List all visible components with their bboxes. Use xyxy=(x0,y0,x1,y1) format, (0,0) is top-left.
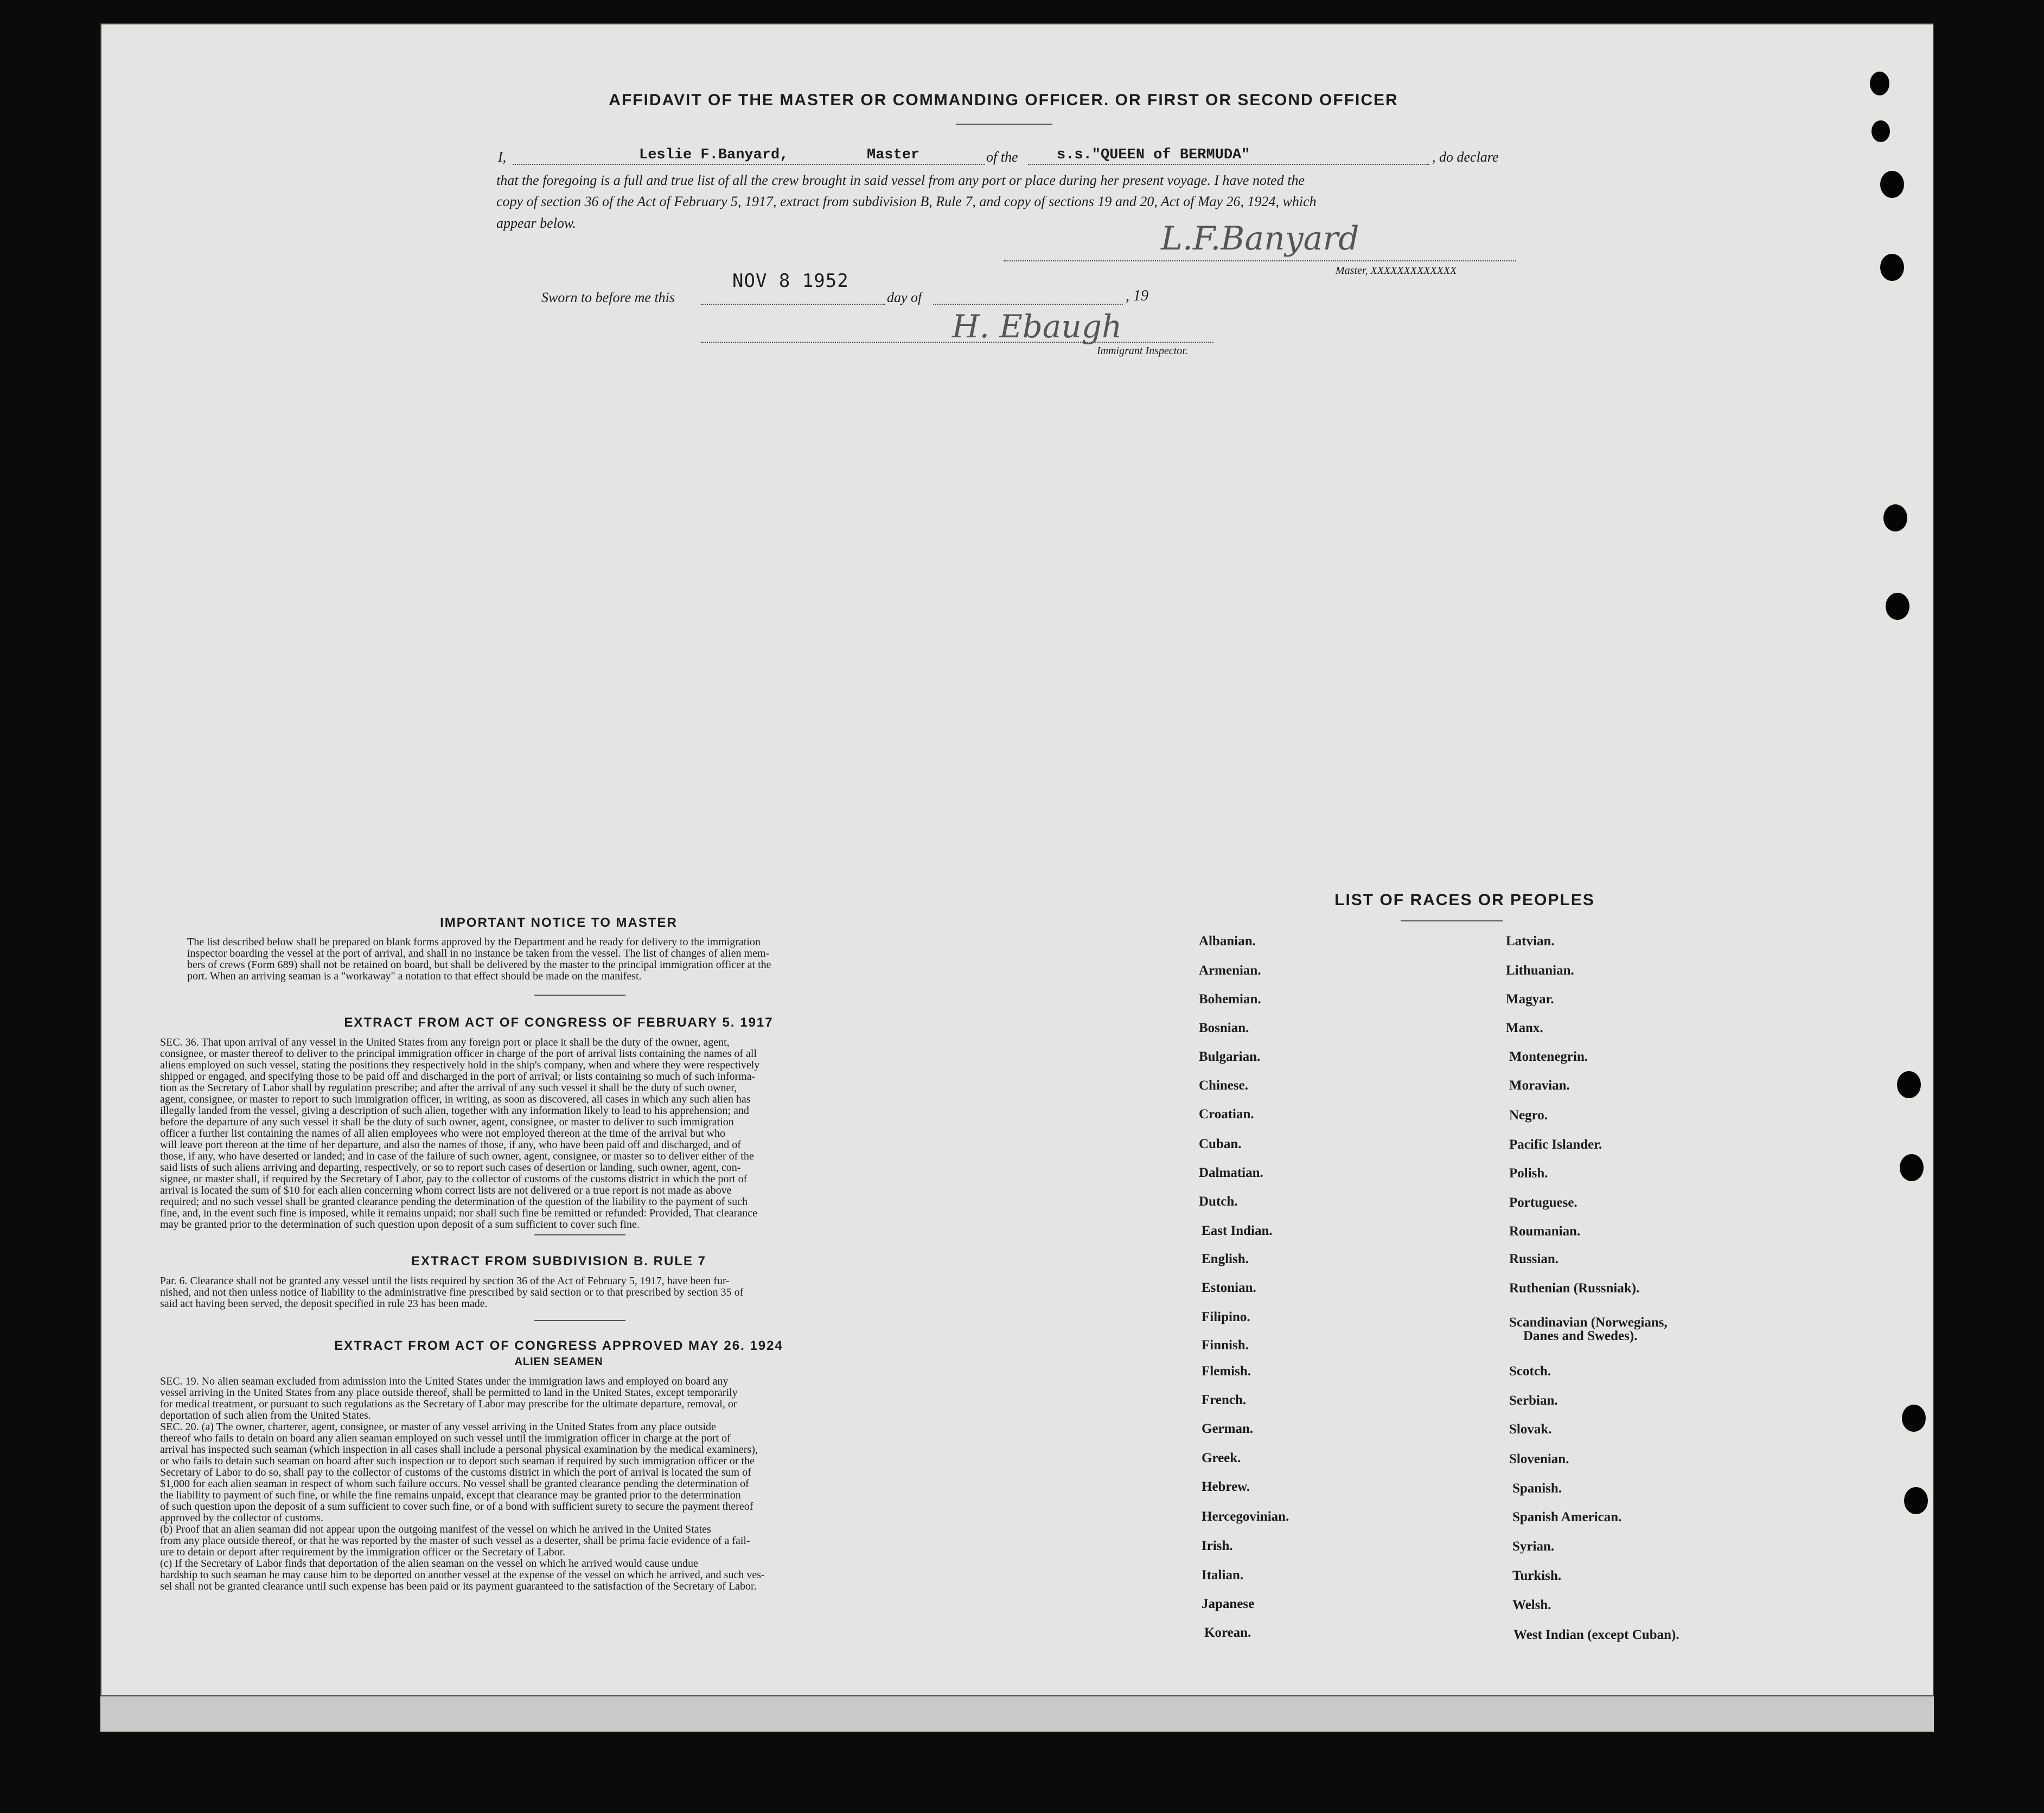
punch-hole xyxy=(1897,1071,1921,1098)
race-item: Croatian. xyxy=(1199,1107,1254,1122)
race-item: Scandinavian (Norwegians, xyxy=(1509,1315,1668,1330)
extract-line: for medical treatment, or pursuant to such regulations as the Secretary of Labor may prescribe for the ultimate departure, removal, or xyxy=(160,1398,737,1410)
punch-hole xyxy=(1902,1405,1926,1432)
extract-line: ure to detain or deport after requirement by the immigration officer or the Secretary of Labor. xyxy=(160,1546,566,1558)
extract-line: aliens employed on such vessel, stating the positions they respectively hold in the ship's company, when and where they were respectively xyxy=(160,1059,760,1071)
master-label: Master, XXXXXXXXXXXXX xyxy=(1336,265,1457,277)
punch-hole xyxy=(1886,593,1909,620)
extract-line: said lists of such aliens arriving and departing, respectively, or so to report such cases of desertion or landing, such owner, agent, con- xyxy=(160,1162,741,1174)
race-item: Magyar. xyxy=(1506,992,1554,1007)
extract-line: required; and no such vessel shall be granted clearance pending the determination of the question of the liability to the payment of such xyxy=(160,1196,748,1208)
extract-line: agent, consignee, or master to report to such immigration officer, in writing, as soon as discovered, all cases in which any such alien has xyxy=(160,1093,751,1105)
extract-line: nished, and not then unless notice of liability to the administrative fine prescribed by said section or to that prescribed by section 35 of xyxy=(160,1286,744,1298)
race-item: Greek. xyxy=(1202,1451,1241,1465)
race-item: Bosnian. xyxy=(1199,1021,1249,1035)
race-item: Japanese xyxy=(1202,1597,1255,1611)
race-item: Irish. xyxy=(1202,1539,1233,1553)
extract-line: vessel arriving in the United States from any place outside thereof, shall be permitted to land in the United States, except temporarily xyxy=(160,1387,738,1399)
sworn-date-stamp: NOV 8 1952 xyxy=(732,270,849,292)
race-item: Italian. xyxy=(1202,1568,1244,1583)
punch-hole xyxy=(1904,1487,1928,1514)
affidavit-title: AFFIDAVIT OF THE MASTER OR COMMANDING OFFICER. OR FIRST OR SECOND OFFICER xyxy=(609,91,1398,109)
master-name: Leslie F.Banyard, xyxy=(639,147,789,163)
race-item: Chinese. xyxy=(1199,1078,1248,1093)
race-item: Serbian. xyxy=(1509,1393,1558,1408)
do-declare-label: , do declare xyxy=(1432,149,1499,165)
race-item: Korean. xyxy=(1204,1625,1251,1640)
extract-line: $1,000 for each alien seaman in respect of whom such failure occurs. No vessel shall be granted clearance pending the determination of xyxy=(160,1478,749,1490)
extract-line: or who fails to detain such seaman on board after such inspection or to deport such seaman if required by such immigration officer or the xyxy=(160,1455,755,1467)
race-item: Filipino. xyxy=(1202,1310,1250,1324)
race-item: Slovak. xyxy=(1509,1422,1552,1437)
extract-line: arrival has inspected such seaman (which inspection in all cases shall include a personal physical examination by the medical examiners), xyxy=(160,1444,758,1456)
affidavit-i-label: I, xyxy=(498,149,507,165)
extract-line: hardship to such seaman he may cause him to be deported on another vessel at the expense of the vessel on which he arrived, and such ves- xyxy=(160,1569,765,1581)
extract-line: of such question upon the deposit of a sum sufficient to cover such fine, or of a bond with sufficient surety to secure the payment thereof xyxy=(160,1501,753,1513)
affidavit-line-3: copy of section 36 of the Act of February 5, 1917, extract from subdivision B, Rule 7, and copy of sections 19 and 20, Act of May 26, 1924, which xyxy=(496,194,1317,209)
notice-title: IMPORTANT NOTICE TO MASTER xyxy=(440,915,678,930)
notice-line: The list described below shall be prepared on blank forms approved by the Department and be ready for delivery to the immigration xyxy=(187,936,761,948)
notice-text xyxy=(187,937,963,982)
race-item: Dutch. xyxy=(1199,1194,1238,1209)
day-of-label: day of xyxy=(887,290,922,305)
race-item: Ruthenian (Russniak). xyxy=(1509,1281,1640,1296)
race-item: Hebrew. xyxy=(1202,1479,1250,1494)
extract-line: approved by the collector of customs. xyxy=(160,1512,324,1524)
race-item: East Indian. xyxy=(1202,1223,1273,1238)
extract-line: SEC. 19. No alien seaman excluded from admission into the United States under the immigration laws and employed on board any xyxy=(160,1375,729,1387)
race-item: Montenegrin. xyxy=(1509,1049,1588,1064)
extract-1917-title: EXTRACT FROM ACT OF CONGRESS OF FEBRUARY 5. 1917 xyxy=(344,1015,774,1030)
race-item: Russian. xyxy=(1509,1252,1559,1266)
race-item: Latvian. xyxy=(1506,934,1555,949)
extract-line: (c) If the Secretary of Labor finds that deportation of the alien seaman on the vessel on which he arrived would cause undue xyxy=(160,1558,698,1569)
extract-1924-text xyxy=(160,1376,963,1592)
race-item: Portuguese. xyxy=(1509,1195,1577,1210)
extract-1924-subtitle: ALIEN SEAMEN xyxy=(514,1356,603,1368)
extract-line: sel shall not be granted clearance until such expense has been paid or its payment guaranteed to the satisfaction of the Secretary of Labor. xyxy=(160,1580,757,1592)
punch-hole xyxy=(1880,254,1904,281)
divider xyxy=(534,995,625,996)
races-title: LIST OF RACES OR PEOPLES xyxy=(1334,891,1595,909)
extract-line: thereof who fails to detain on board any alien seaman employed on such vessel until the immigration officer in charge at the port of xyxy=(160,1432,731,1444)
extract-line: arrival is located the sum of $10 for each alien concerning whom correct lists are not delivered or a true report is not made as above xyxy=(160,1184,732,1196)
divider xyxy=(534,1234,625,1235)
race-item: Cuban. xyxy=(1199,1137,1242,1151)
race-item: Manx. xyxy=(1506,1021,1543,1035)
affidavit-line-4: appear below. xyxy=(496,215,576,231)
race-item: Bohemian. xyxy=(1199,992,1261,1007)
inspector-signature: H. Ebaugh xyxy=(952,308,1122,345)
extract-1917-text xyxy=(160,1037,963,1231)
race-item: Albanian. xyxy=(1199,934,1256,949)
race-item: English. xyxy=(1202,1252,1249,1266)
race-item: Flemish. xyxy=(1202,1364,1251,1379)
master-rank: Master xyxy=(867,147,920,163)
subdivision-title: EXTRACT FROM SUBDIVISION B. RULE 7 xyxy=(411,1254,707,1269)
page-bottom-edge xyxy=(100,1696,1934,1732)
extract-line: tion as the Secretary of Labor shall by regulation prescribe; and after the arrival of any such vessel it shall be the duty of such owner, xyxy=(160,1082,737,1094)
extract-line: illegally landed from the vessel, giving a description of such alien, together with any information likely to lead to his apprehension; and xyxy=(160,1105,749,1117)
extract-line: officer a further list containing the names of all alien employees who were not employed thereon at the time of the arrival but who xyxy=(160,1127,726,1139)
extract-line: said act having been served, the deposit specified in rule 23 has been made. xyxy=(160,1298,488,1310)
extract-line: may be granted prior to the determination of such question upon deposit of a sum sufficient to cover such fine. xyxy=(160,1219,640,1231)
extract-1924-title: EXTRACT FROM ACT OF CONGRESS APPROVED MAY 26. 1924 xyxy=(334,1338,783,1353)
punch-hole xyxy=(1871,120,1890,142)
extract-line: those, if any, who have deserted or landed; and in case of the failure of such owner, agent, consignee, or master so to deliver either of the xyxy=(160,1150,754,1162)
race-item: Negro. xyxy=(1509,1108,1548,1123)
punch-hole xyxy=(1900,1154,1924,1181)
race-item: Roumanian. xyxy=(1509,1224,1581,1239)
race-item: Spanish. xyxy=(1512,1481,1562,1496)
race-item: Bulgarian. xyxy=(1199,1049,1261,1064)
master-signature: L.F.Banyard xyxy=(1161,220,1359,258)
extract-line: signee, or master shall, if required by the Secretary of Labor, pay to the collector of customs of the customs district in which the port of xyxy=(160,1173,748,1185)
punch-hole xyxy=(1870,72,1889,95)
punch-hole xyxy=(1883,504,1907,531)
race-item: Lithuanian. xyxy=(1506,963,1574,978)
vessel-name: s.s."QUEEN of BERMUDA" xyxy=(1057,147,1250,163)
extract-line: from any place outside thereof, or that he was reported by the master of such vessel as a deserter, shall be prima facie evidence of a fail- xyxy=(160,1535,750,1547)
extract-line: consignee, or master thereof to deliver to the principal immigration officer in charge of the port of arrival lists containing the names of all xyxy=(160,1048,757,1060)
extract-line: Secretary of Labor to do so, shall pay to the collector of customs of the customs district in which the port of arrival is located the sum of xyxy=(160,1466,751,1478)
race-item: Polish. xyxy=(1509,1166,1548,1181)
race-item: Scotch. xyxy=(1509,1364,1551,1379)
race-item: Armenian. xyxy=(1199,963,1261,978)
race-item: French. xyxy=(1202,1393,1247,1407)
race-item: Danes and Swedes). xyxy=(1523,1329,1638,1343)
notice-line: inspector boarding the vessel at the port of arrival, and shall in no instance be taken from the vessel. The list of changes of alien mem- xyxy=(187,947,770,959)
extract-line: will leave port thereon at the time of her departure, and also the names of those, if any, who have been paid off and discharged, and of xyxy=(160,1139,741,1151)
affidavit-line-2: that the foregoing is a full and true list of all the crew brought in said vessel from any port or place during her present voyage. I have noted the xyxy=(496,172,1305,188)
sworn-label: Sworn to before me this xyxy=(541,290,675,305)
race-item: Welsh. xyxy=(1512,1598,1551,1612)
race-item: Spanish American. xyxy=(1512,1510,1622,1524)
notice-line: bers of crews (Form 689) shall not be retained on board, but shall be delivered by the master to the principal immigration officer at the xyxy=(187,959,771,971)
extract-line: the liability to payment of such fine, or while the fine remains unpaid, except that clearance may be granted prior to the determination xyxy=(160,1489,741,1501)
extract-line: shipped or engaged, and specifying those to be paid off and discharged in the port of arrival; or lists containing so much of such informa- xyxy=(160,1071,756,1082)
race-item: Estonian. xyxy=(1202,1280,1256,1295)
extract-line: Par. 6. Clearance shall not be granted any vessel until the lists required by section 36 of the Act of February 5, 1917, have been fur- xyxy=(160,1275,730,1287)
race-item: Moravian. xyxy=(1509,1078,1570,1093)
divider xyxy=(1401,920,1503,921)
divider xyxy=(534,1320,625,1321)
year-prefix: , 19 xyxy=(1126,287,1148,304)
punch-hole xyxy=(1880,171,1904,198)
extract-line: SEC. 20. (a) The owner, charterer, agent, consignee, or master of any vessel arriving in the United States from any place outside xyxy=(160,1421,716,1433)
inspector-label: Immigrant Inspector. xyxy=(1097,345,1188,357)
extract-line: deportation of such alien from the United States. xyxy=(160,1410,371,1421)
race-item: Turkish. xyxy=(1512,1568,1562,1583)
race-item: Slovenian. xyxy=(1509,1452,1569,1466)
subdivision-text xyxy=(160,1276,963,1310)
notice-line: port. When an arriving seaman is a "workaway" a notation to that effect should be made on the manifest. xyxy=(187,970,642,982)
of-the-label: of the xyxy=(986,149,1018,165)
divider xyxy=(956,124,1052,125)
race-item: Syrian. xyxy=(1512,1539,1555,1554)
race-item: Dalmatian. xyxy=(1199,1165,1263,1180)
race-item: Hercegovinian. xyxy=(1202,1509,1289,1524)
race-item: German. xyxy=(1202,1421,1254,1436)
extract-line: (b) Proof that an alien seaman did not appear upon the outgoing manifest of the vessel on which he arrived in the United States xyxy=(160,1523,711,1535)
extract-line: before the departure of any such vessel it shall be the duty of such owner, agent, consignee, or master to deliver to such immigration xyxy=(160,1116,734,1128)
extract-line: fine, and, in the event such fine is imposed, while it remains unpaid; nor shall such fine be remitted or refunded: Provided, That clearance xyxy=(160,1207,757,1219)
race-item: West Indian (except Cuban). xyxy=(1513,1628,1679,1642)
race-item: Finnish. xyxy=(1202,1338,1249,1353)
race-item: Pacific Islander. xyxy=(1509,1137,1602,1152)
extract-line: SEC. 36. That upon arrival of any vessel in the United States from any foreign port or place it shall be the duty of the owner, agent, xyxy=(160,1036,730,1048)
